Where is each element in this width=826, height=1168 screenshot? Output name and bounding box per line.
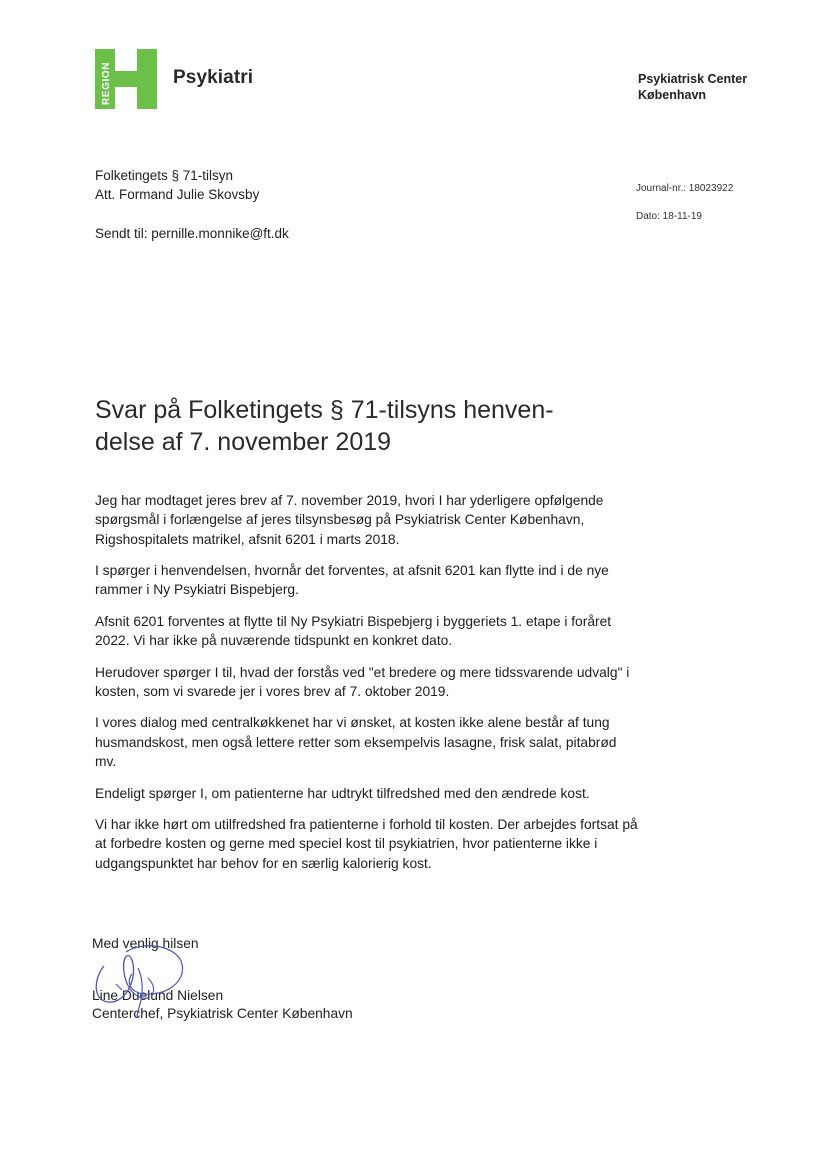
logo-mark-text: REGION bbox=[101, 61, 112, 105]
region-h-logo bbox=[95, 49, 157, 109]
body-paragraph: Herudover spørger I til, hvad der forstås ved "et bredere og mere tidssvarende udvalg" i kosten, som vi svarede jer i vores brev af 7. oktober 2019. bbox=[95, 664, 630, 699]
sender-line-2: København bbox=[638, 88, 707, 102]
title-line-2: delse af 7. november 2019 bbox=[95, 428, 392, 456]
recipient-block bbox=[95, 166, 259, 204]
body-paragraph: Afsnit 6201 forventes at flytte til Ny Psykiatri Bispebjerg i byggeriets 1. etape i foråret 2022. Vi har ikke på nuværende tidspunkt en konkret dato. bbox=[95, 613, 612, 649]
sender-name bbox=[638, 71, 747, 103]
signatory-role: Centerchef, Psykiatrisk Center København bbox=[92, 1006, 353, 1021]
handwritten-signature bbox=[86, 938, 196, 1020]
body-paragraph: I vores dialog med centralkøkkenet har vi ønsket, at kosten ikke alene består af tung husmandskost, men også lettere retter som eksempelvis lasagne, frisk salat, pitabrød mv. bbox=[95, 715, 617, 770]
sent-to: Sendt til: pernille.monnike@ft.dk bbox=[95, 226, 289, 241]
body-paragraph: Vi har ikke hørt om utilfredshed fra patienterne i forhold til kosten. Der arbejdes fortsat på at forbedre kosten og gerne med speciel kost til psykiatrien, hvor patienterne ikke i udgangspunktet har behov for en særlig kalorierig kost. bbox=[95, 816, 638, 871]
letter-title bbox=[95, 394, 715, 458]
recipient-line-2: Att. Formand Julie Skovsby bbox=[95, 187, 260, 202]
recipient-line-1: Folketingets § 71-tilsyn bbox=[95, 168, 234, 183]
body-paragraph: Jeg har modtaget jeres brev af 7. november 2019, hvori I har yderligere opfølgende spørgsmål i forlængelse af jeres tilsynsbesøg på Psykiatrisk Center København, Rigshospitalets matrikel, afsnit 6201 i marts 2018. bbox=[95, 493, 604, 547]
journal-number: Journal-nr.: 18023922 bbox=[636, 183, 734, 194]
signatory-name: Line Duelund Nielsen bbox=[92, 988, 224, 1003]
body-paragraph: I spørger i henvendelsen, hvornår det forventes, at afsnit 6201 kan flytte ind i de nye rammer i Ny Psykiatri Bispebjerg. bbox=[95, 563, 609, 598]
letter-date: Dato: 18-11-19 bbox=[636, 211, 702, 222]
sender-line-1: Psykiatrisk Center bbox=[638, 72, 748, 86]
letter-body bbox=[95, 491, 640, 885]
body-paragraph: Endeligt spørger I, om patienterne har udtrykt tilfredshed med den ændrede kost. bbox=[95, 785, 590, 801]
logo-wordmark: Psykiatri bbox=[173, 67, 254, 88]
title-line-1: Svar på Folketingets § 71-tilsyns henven- bbox=[95, 396, 554, 424]
closing-greeting: Med venlig hilsen bbox=[92, 936, 199, 951]
